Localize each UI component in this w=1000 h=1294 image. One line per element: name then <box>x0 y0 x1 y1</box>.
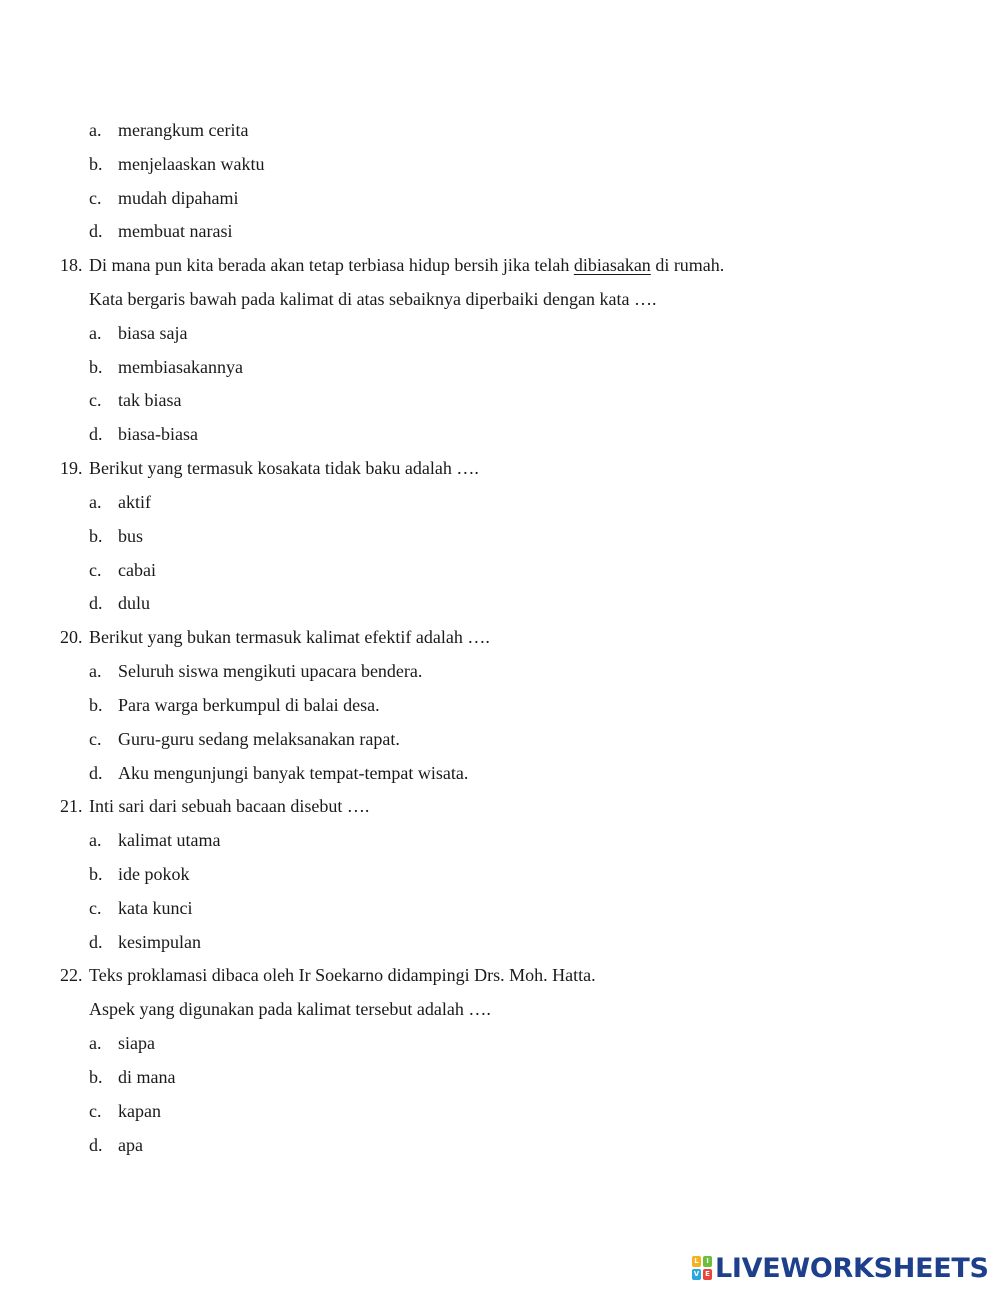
option-letter: b. <box>89 864 103 884</box>
option-text: Seluruh siswa mengikuti upacara bendera. <box>118 661 423 681</box>
option-text: Para warga berkumpul di balai desa. <box>118 695 380 715</box>
option-text: merangkum cerita <box>118 120 249 140</box>
option-letter: a. <box>89 492 102 512</box>
option-letter: a. <box>89 120 102 140</box>
option-letter: c. <box>89 188 102 208</box>
option-letter: a. <box>89 830 102 850</box>
logo-mark-l: L <box>692 1256 701 1267</box>
question-text: Inti sari dari sebuah bacaan disebut …. <box>89 796 370 816</box>
option-letter: d. <box>89 763 103 783</box>
option-text: bus <box>118 526 144 546</box>
option-letter: c. <box>89 729 102 749</box>
option-text: biasa saja <box>118 323 188 343</box>
option-text: ide pokok <box>118 864 190 884</box>
logo-text: LIVEWORKSHEETS <box>715 1252 989 1284</box>
option-text: menjelaaskan waktu <box>118 154 265 174</box>
question-text: Berikut yang bukan termasuk kalimat efektif adalah …. <box>89 627 490 647</box>
option-letter: d. <box>89 932 103 952</box>
option-letter: b. <box>89 695 103 715</box>
option-text: kesimpulan <box>118 932 201 952</box>
option-letter: c. <box>89 1101 102 1121</box>
option-letter: b. <box>89 526 103 546</box>
question-text: Teks proklamasi dibaca oleh Ir Soekarno didampingi Drs. Moh. Hatta. <box>89 965 596 985</box>
question-number: 18. <box>60 255 83 275</box>
option-letter: b. <box>89 154 103 174</box>
option-letter: b. <box>89 357 103 377</box>
option-text: apa <box>118 1135 143 1155</box>
option-letter: d. <box>89 424 103 444</box>
question-subtext: Kata bergaris bawah pada kalimat di atas sebaiknya diperbaiki dengan kata …. <box>89 289 657 309</box>
option-text: kata kunci <box>118 898 193 918</box>
option-text: dulu <box>118 593 151 613</box>
option-letter: c. <box>89 390 102 410</box>
question-number: 20. <box>60 627 83 647</box>
option-text: kapan <box>118 1101 161 1121</box>
liveworksheets-logo[interactable] <box>692 1252 989 1284</box>
option-text: kalimat utama <box>118 830 221 850</box>
option-letter: c. <box>89 560 102 580</box>
question-number: 19. <box>60 458 83 478</box>
option-text: membiasakannya <box>118 357 243 377</box>
option-text: biasa-biasa <box>118 424 198 444</box>
option-text: Aku mengunjungi banyak tempat-tempat wisata. <box>118 763 469 783</box>
question-subtext: Aspek yang digunakan pada kalimat tersebut adalah …. <box>89 999 491 1019</box>
question-text: Berikut yang termasuk kosakata tidak baku adalah …. <box>89 458 479 478</box>
option-letter: b. <box>89 1067 103 1087</box>
question-number: 22. <box>60 965 83 985</box>
question-number: 21. <box>60 796 83 816</box>
question-text-after: di rumah. <box>650 255 725 275</box>
logo-mark-i: I <box>703 1256 712 1267</box>
option-text: siapa <box>118 1033 155 1053</box>
logo-mark-e: E <box>703 1269 712 1280</box>
option-letter: a. <box>89 661 102 681</box>
option-text: tak biasa <box>118 390 182 410</box>
option-letter: d. <box>89 593 103 613</box>
option-text: cabai <box>118 560 156 580</box>
question-text <box>89 248 724 282</box>
option-text: membuat narasi <box>118 221 233 241</box>
logo-mark-v: V <box>693 1270 700 1278</box>
option-letter: d. <box>89 1135 103 1155</box>
option-text: Guru-guru sedang melaksanakan rapat. <box>118 729 400 749</box>
option-letter: a. <box>89 1033 102 1053</box>
underlined-word: dibiasakan <box>573 255 651 275</box>
option-text: mudah dipahami <box>118 188 239 208</box>
option-letter: c. <box>89 898 102 918</box>
question-text-before: Di mana pun kita berada akan tetap terbiasa hidup bersih jika telah <box>89 255 574 275</box>
option-text: di mana <box>118 1067 176 1087</box>
logo-mark-icon <box>692 1256 712 1280</box>
option-text: aktif <box>118 492 151 512</box>
option-letter: d. <box>89 221 103 241</box>
option-letter: a. <box>89 323 102 343</box>
